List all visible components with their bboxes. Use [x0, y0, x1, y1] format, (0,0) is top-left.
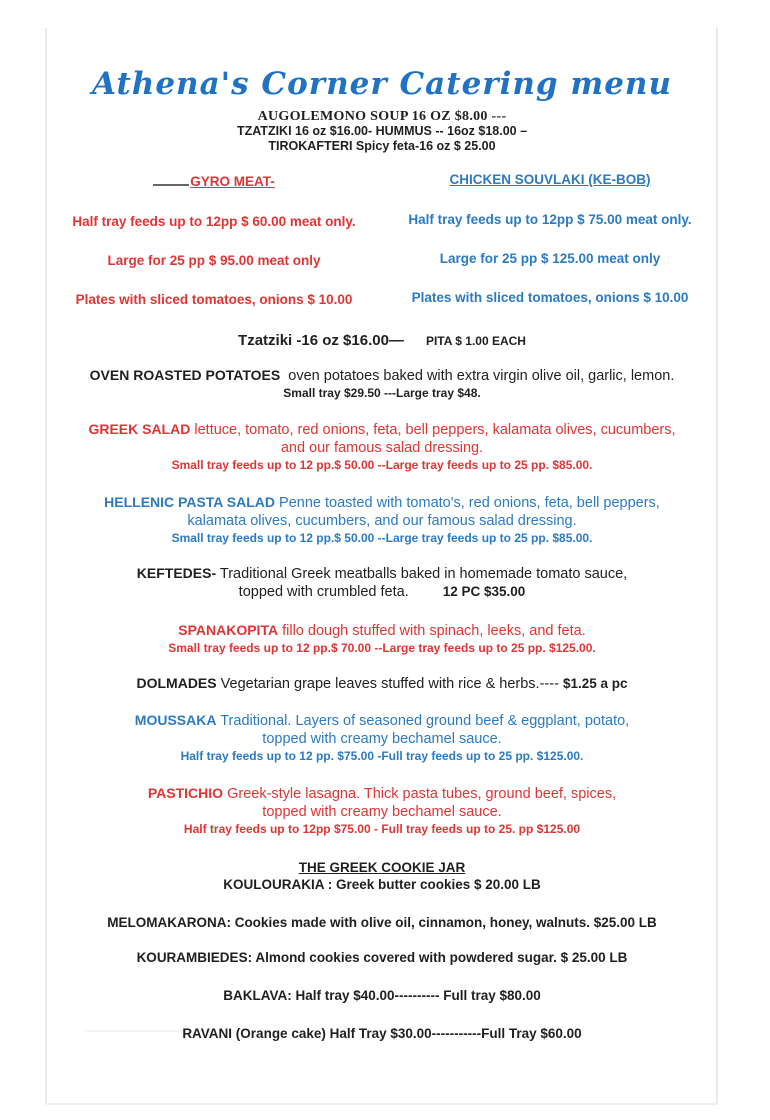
item-price-line: Small tray feeds up to 12 pp.$ 70.00 --Large tray feeds up to 25 pp. $125.00. [168, 641, 596, 655]
menu-item-hellenic-pasta-salad [46, 493, 718, 546]
souvlaki-half-tray-row: Half tray feeds up to 12pp $ 75.00 meat only. [408, 212, 692, 227]
cookie-jar-heading: THE GREEK COOKIE JAR [298, 860, 466, 875]
menu-item-dolmades [46, 674, 718, 693]
item-price-line: Half tray feeds up to 12 pp. $75.00 -Full tray feeds up to 25 pp. $125.00. [180, 749, 584, 763]
chicken-souvlaki-column [382, 172, 718, 307]
gyro-meat-heading: GYRO MEAT- [46, 172, 382, 190]
cookie-item-kourambiedes: KOURAMBIEDES: Almond cookies covered with powdered sugar. $ 25.00 LB [136, 950, 628, 965]
tzatziki-price: Tzatziki -16 oz $16.00— [238, 332, 404, 349]
menu-item-spanakopita [46, 621, 718, 656]
header-line-dips: TZATZIKI 16 oz $16.00- HUMMUS -- 16oz $18.00 – [236, 124, 528, 138]
cookie-item-koulourakia: KOULOURAKIA : Greek butter cookies $ 20.00 LB [223, 877, 541, 892]
menu-item-oven-roasted-potatoes [46, 366, 718, 401]
item-line: DOLMADES Vegetarian grape leaves stuffed with rice & herbs.---- $1.25 a pc [136, 675, 628, 692]
item-line: KEFTEDES- Traditional Greek meatballs baked in homemade tomato sauce, [136, 565, 628, 582]
menu-item-pastichio [46, 784, 718, 837]
menu-document [46, 0, 718, 1042]
item-line: topped with crumbled feta. 12 PC $35.00 [238, 584, 526, 600]
chicken-souvlaki-heading: CHICKEN SOUVLAKI (KE-BOB) [449, 172, 651, 187]
item-price-line: Half tray feeds up to 12pp $75.00 - Full tray feeds up to 25. pp $125.00 [183, 822, 581, 836]
item-line: MOUSSAKA Traditional. Layers of seasoned ground beef & eggplant, potato, [134, 712, 630, 729]
tzatziki-pita-line [46, 332, 718, 350]
greek-cookie-jar-section [46, 859, 718, 1042]
meats-two-column-section [46, 172, 718, 307]
cookie-item-ravani: RAVANI (Orange cake) Half Tray $30.00-----------Full Tray $60.00 [182, 1026, 582, 1041]
cookie-item-melomakarona: MELOMAKARONA: Cookies made with olive oil, cinnamon, honey, walnuts. $25.00 LB [107, 915, 657, 930]
menu-item-greek-salad [46, 420, 718, 473]
item-price-line: Small tray $29.50 ---Large tray $48. [283, 386, 481, 400]
item-price-inline: 12 PC $35.00 [442, 584, 526, 599]
item-line: kalamata olives, cucumbers, and our famous salad dressing. [187, 513, 577, 529]
gyro-meat-column [46, 172, 382, 307]
cookie-item-baklava: BAKLAVA: Half tray $40.00---------- Full tray $80.00 [223, 988, 541, 1003]
gyro-half-tray-row: Half tray feeds up to 12pp $ 60.00 meat only. [72, 214, 356, 229]
gyro-large-tray-row: Large for 25 pp $ 95.00 meat only [107, 253, 321, 268]
underline-mark [153, 172, 189, 186]
item-line: SPANAKOPITA fillo dough stuffed with spinach, leeks, and feta. [178, 622, 586, 639]
menu-title: Athena's Corner Catering menu [91, 66, 673, 102]
item-line: topped with creamy bechamel sauce. [262, 731, 502, 747]
souvlaki-large-tray-row: Large for 25 pp $ 125.00 meat only [439, 251, 661, 266]
gyro-plates-row: Plates with sliced tomatoes, onions $ 10.00 [75, 292, 353, 307]
header-line-soup: AUGOLEMONO SOUP 16 OZ $8.00 --- [257, 109, 507, 124]
header-line-tirokafteri: TIROKAFTERI Spicy feta-16 oz $ 25.00 [268, 139, 496, 153]
item-line: topped with creamy bechamel sauce. [262, 804, 502, 820]
menu-item-keftedes [46, 564, 718, 601]
item-line: and our famous salad dressing. [280, 440, 484, 456]
menu-item-moussaka [46, 711, 718, 764]
souvlaki-plates-row: Plates with sliced tomatoes, onions $ 10.00 [411, 290, 689, 305]
pita-price: PITA $ 1.00 EACH [425, 334, 526, 348]
item-line: PASTICHIO Greek-style lasagna. Thick pasta tubes, ground beef, spices, [147, 785, 617, 802]
page-edge-bottom [46, 1103, 718, 1105]
item-price-line: Small tray feeds up to 12 pp.$ 50.00 --Large tray feeds up to 25 pp. $85.00. [171, 458, 593, 472]
item-price-line: Small tray feeds up to 12 pp.$ 50.00 --Large tray feeds up to 25 pp. $85.00. [171, 531, 593, 545]
item-price-inline: $1.25 a pc [562, 676, 628, 691]
item-line: OVEN ROASTED POTATOES oven potatoes baked with extra virgin olive oil, garlic, lemon. [89, 367, 675, 384]
item-line: HELLENIC PASTA SALAD Penne toasted with tomato's, red onions, feta, bell peppers, [104, 494, 660, 511]
item-line: GREEK SALAD lettuce, tomato, red onions, feta, bell peppers, kalamata olives, cucumbers, [88, 421, 676, 438]
